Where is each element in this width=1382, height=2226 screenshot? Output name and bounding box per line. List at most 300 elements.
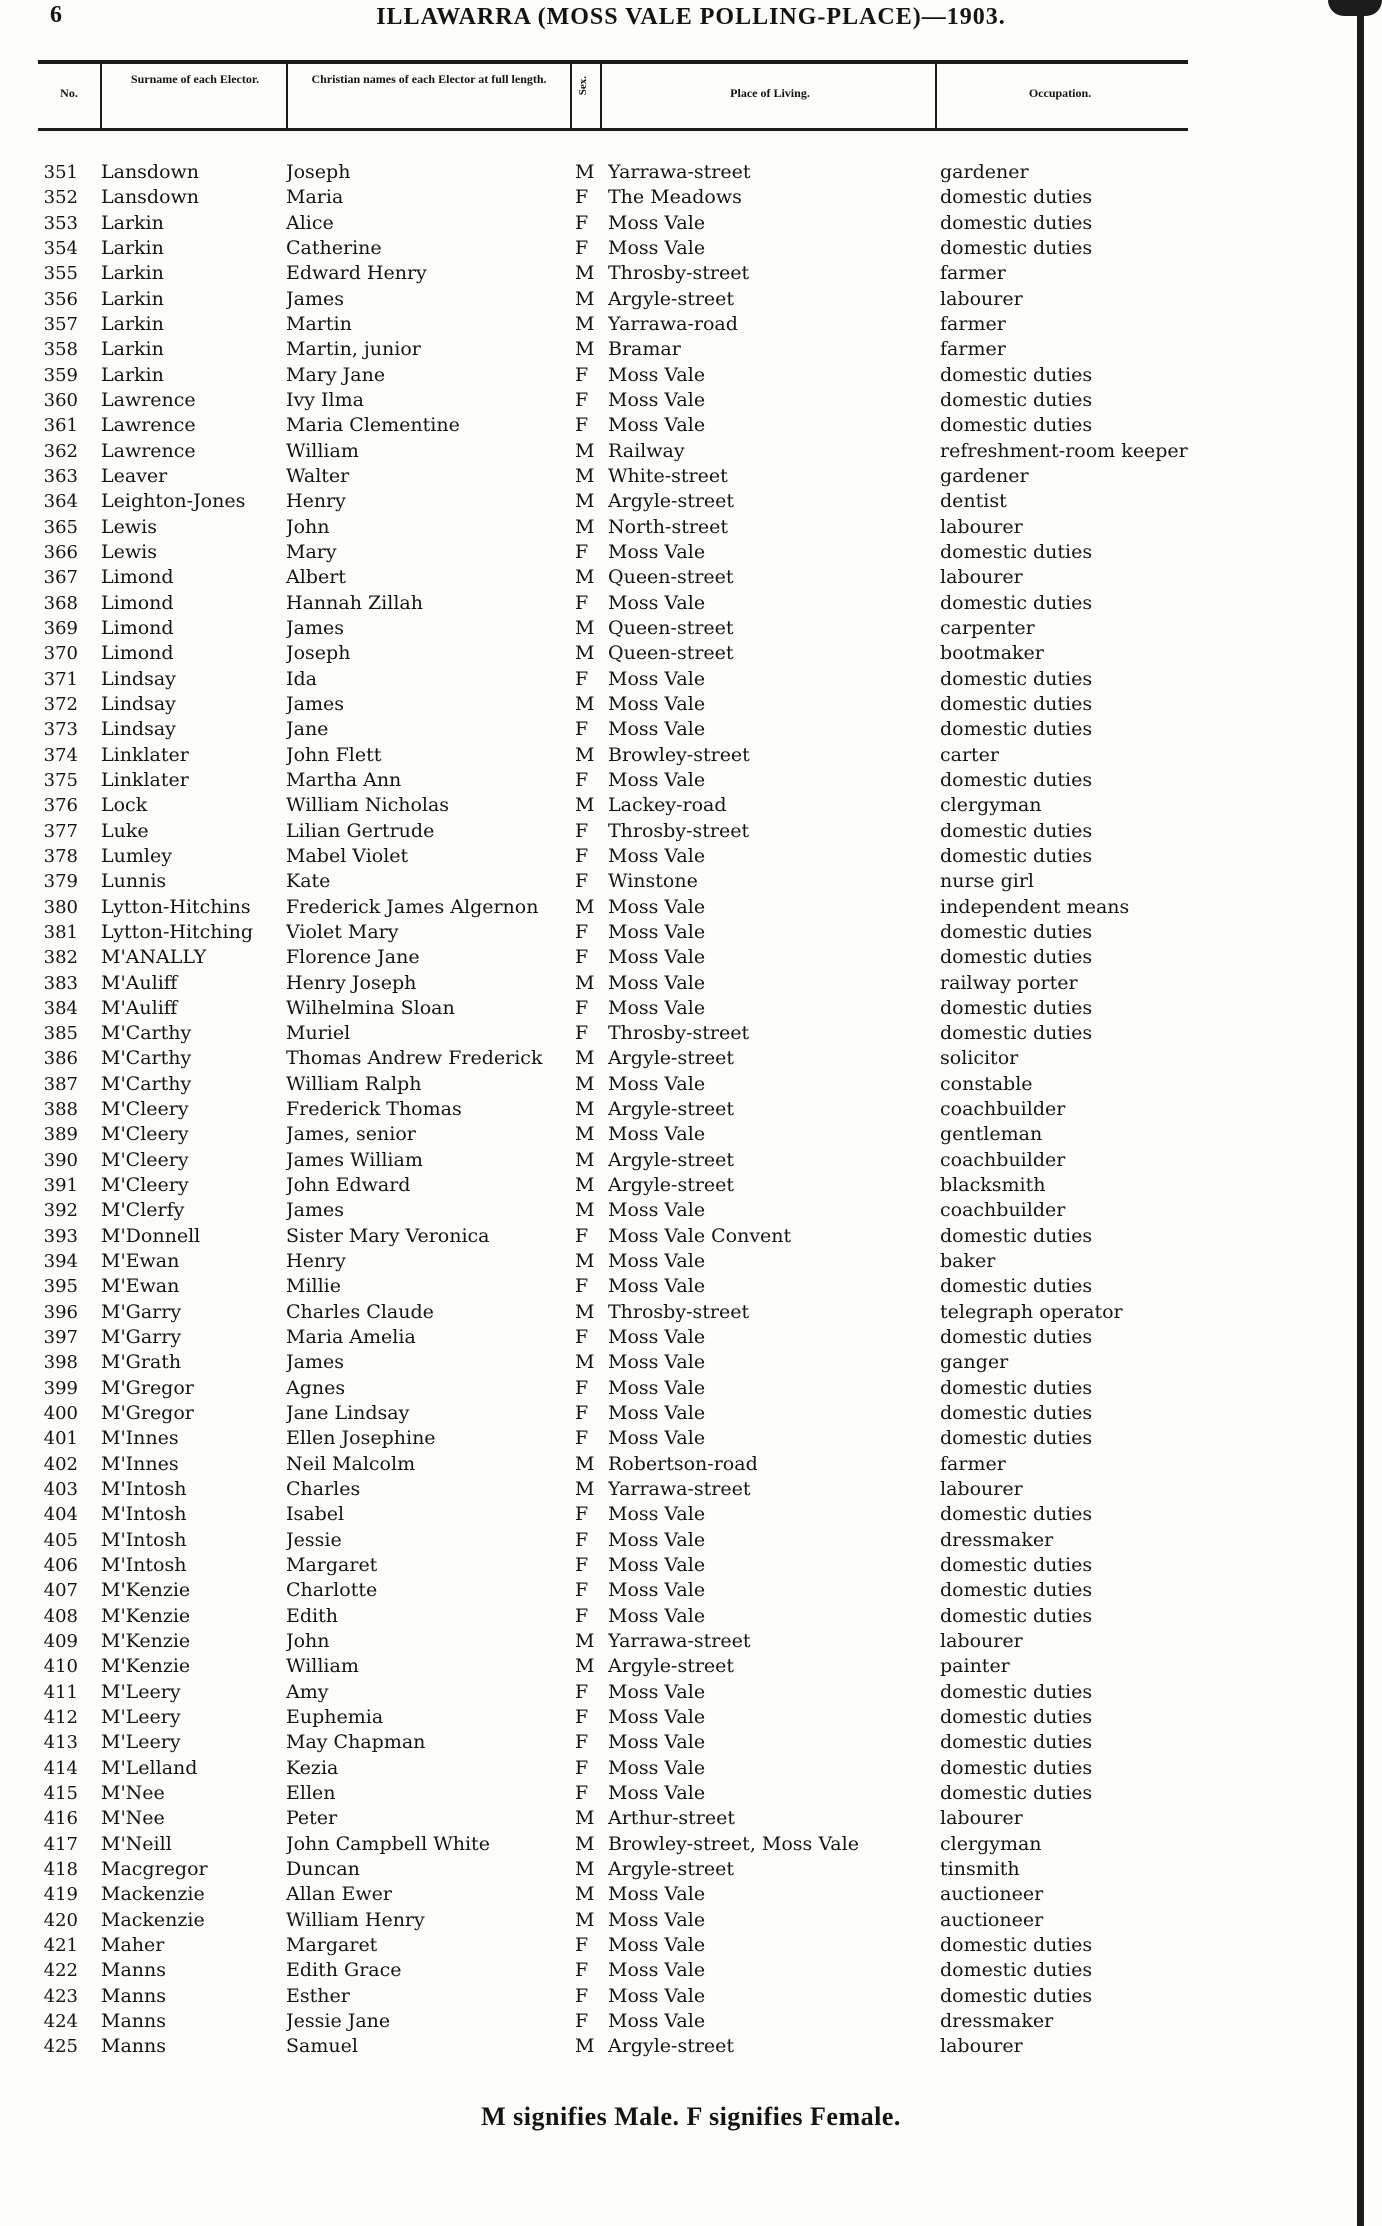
- elector-occupation: domestic duties: [940, 1022, 1093, 1045]
- elector-sex: F: [575, 996, 589, 1019]
- elector-christian-names: Isabel: [286, 1503, 345, 1526]
- elector-occupation: labourer: [940, 287, 1023, 310]
- elector-christian-names: James, senior: [286, 1123, 416, 1146]
- elector-row: [0, 1730, 1382, 1755]
- elector-number: 394: [43, 1251, 78, 1273]
- elector-row: [0, 844, 1382, 869]
- elector-row: [0, 1249, 1382, 1274]
- elector-row: [0, 185, 1382, 210]
- elector-occupation: farmer: [940, 262, 1006, 285]
- elector-surname: M'Ewan: [101, 1250, 180, 1273]
- elector-occupation: labourer: [940, 1630, 1023, 1653]
- elector-christian-names: Margaret: [286, 1933, 378, 1956]
- elector-occupation: gardener: [940, 464, 1029, 487]
- elector-row: [0, 996, 1382, 1021]
- elector-surname: M'Leery: [101, 1706, 181, 1729]
- elector-surname: Mackenzie: [101, 1883, 205, 1906]
- elector-sex: M: [575, 287, 595, 310]
- elector-number: 418: [43, 1858, 78, 1880]
- elector-sex: M: [575, 1452, 595, 1475]
- elector-christian-names: John Flett: [286, 743, 382, 766]
- elector-number: 386: [43, 1048, 78, 1070]
- elector-surname: M'Leery: [101, 1731, 181, 1754]
- elector-occupation: domestic duties: [940, 363, 1093, 386]
- elector-place: Moss Vale: [608, 2009, 706, 2032]
- elector-christian-names: Edward Henry: [286, 262, 427, 285]
- elector-christian-names: Amy: [286, 1680, 329, 1703]
- elector-surname: M'Cleery: [101, 1123, 189, 1146]
- elector-sex: F: [575, 946, 589, 969]
- elector-sex: M: [575, 566, 595, 589]
- column-header-surname: Surname of each Elector.: [130, 72, 260, 86]
- elector-sex: F: [575, 1427, 589, 1450]
- elector-christian-names: Martin, junior: [286, 338, 421, 361]
- elector-sex: F: [575, 718, 589, 741]
- elector-row: [0, 819, 1382, 844]
- elector-row: [0, 211, 1382, 236]
- elector-number: 421: [43, 1934, 78, 1956]
- elector-place: Moss Vale: [608, 1503, 706, 1526]
- elector-sex: M: [575, 312, 595, 335]
- elector-occupation: nurse girl: [940, 870, 1034, 893]
- elector-number: 412: [43, 1707, 78, 1729]
- elector-number: 378: [43, 845, 78, 867]
- elector-christian-names: Edith: [286, 1604, 338, 1627]
- elector-row: [0, 895, 1382, 920]
- elector-surname: Lewis: [101, 540, 157, 563]
- elector-number: 403: [43, 1479, 78, 1501]
- elector-place: Arthur-street: [608, 1807, 736, 1830]
- elector-surname: M'Carthy: [101, 1072, 192, 1095]
- elector-occupation: domestic duties: [940, 718, 1093, 741]
- elector-row: [0, 667, 1382, 692]
- elector-row: [0, 1857, 1382, 1882]
- elector-row: [0, 1528, 1382, 1553]
- elector-surname: Larkin: [101, 262, 164, 285]
- elector-row: [0, 2009, 1382, 2034]
- elector-row: [0, 1502, 1382, 1527]
- elector-christian-names: Charles: [286, 1478, 361, 1501]
- elector-sex: F: [575, 186, 589, 209]
- elector-occupation: solicitor: [940, 1047, 1019, 1070]
- elector-surname: Manns: [101, 1959, 167, 1982]
- elector-surname: M'Kenzie: [101, 1579, 191, 1602]
- elector-sex: M: [575, 1123, 595, 1146]
- elector-sex: M: [575, 1630, 595, 1653]
- elector-row: [0, 1097, 1382, 1122]
- elector-christian-names: May Chapman: [286, 1731, 426, 1754]
- elector-christian-names: Maria Clementine: [286, 414, 460, 437]
- elector-occupation: domestic duties: [940, 1984, 1093, 2007]
- column-divider: [600, 64, 602, 130]
- elector-occupation: labourer: [940, 1478, 1023, 1501]
- column-header-sex: Sex.: [577, 76, 589, 96]
- elector-number: 420: [43, 1909, 78, 1931]
- elector-number: 375: [43, 769, 78, 791]
- elector-row: [0, 1578, 1382, 1603]
- elector-sex: M: [575, 2035, 595, 2058]
- elector-christian-names: Henry: [286, 1250, 346, 1273]
- elector-sex: F: [575, 1680, 589, 1703]
- elector-sex: M: [575, 262, 595, 285]
- elector-place: Argyle-street: [608, 1857, 735, 1880]
- elector-place: Moss Vale: [608, 768, 706, 791]
- elector-number: 400: [43, 1403, 78, 1425]
- elector-christian-names: Samuel: [286, 2035, 358, 2058]
- elector-place: Robertson-road: [608, 1452, 758, 1475]
- elector-row: [0, 261, 1382, 286]
- elector-number: 388: [43, 1099, 78, 1121]
- column-header-occupation: Occupation.: [1028, 86, 1092, 100]
- elector-occupation: domestic duties: [940, 1554, 1093, 1577]
- elector-place: Moss Vale: [608, 1402, 706, 1425]
- elector-surname: Luke: [101, 819, 149, 842]
- elector-number: 406: [43, 1555, 78, 1577]
- electors-list: [0, 160, 1382, 2060]
- elector-place: Moss Vale: [608, 211, 706, 234]
- elector-row: [0, 1300, 1382, 1325]
- elector-sex: F: [575, 1933, 589, 1956]
- elector-row: [0, 1705, 1382, 1730]
- elector-sex: F: [575, 1782, 589, 1804]
- elector-sex: F: [575, 236, 589, 259]
- elector-row: [0, 1604, 1382, 1629]
- elector-surname: M'ANALLY: [101, 946, 207, 969]
- elector-christian-names: Kezia: [286, 1756, 339, 1779]
- elector-christian-names: Ellen Josephine: [286, 1427, 436, 1450]
- elector-sex: M: [575, 1199, 595, 1222]
- elector-occupation: domestic duties: [940, 1427, 1093, 1450]
- elector-occupation: dressmaker: [940, 2009, 1054, 2032]
- elector-sex: M: [575, 1883, 595, 1906]
- elector-christian-names: Mary: [286, 540, 337, 563]
- elector-surname: M'Kenzie: [101, 1630, 191, 1653]
- elector-christian-names: Hannah Zillah: [286, 591, 423, 614]
- elector-number: 366: [43, 541, 78, 563]
- elector-number: 413: [43, 1732, 78, 1754]
- elector-surname: M'Carthy: [101, 1047, 192, 1070]
- elector-row: [0, 540, 1382, 565]
- elector-surname: M'Donnell: [101, 1224, 201, 1247]
- elector-occupation: domestic duties: [940, 1782, 1093, 1804]
- elector-christian-names: Violet Mary: [286, 920, 399, 943]
- elector-occupation: baker: [940, 1250, 996, 1273]
- elector-row: [0, 1756, 1382, 1781]
- elector-surname: M'Intosh: [101, 1478, 187, 1501]
- elector-sex: F: [575, 363, 589, 386]
- elector-occupation: farmer: [940, 338, 1006, 361]
- elector-place: Railway: [608, 439, 685, 462]
- elector-sex: M: [575, 338, 595, 361]
- elector-christian-names: Allan Ewer: [286, 1883, 392, 1906]
- elector-place: Moss Vale: [608, 1376, 706, 1399]
- elector-occupation: refreshment-room keeper: [940, 439, 1188, 462]
- elector-number: 411: [43, 1681, 78, 1703]
- elector-surname: M'Clerfy: [101, 1199, 185, 1222]
- elector-number: 369: [43, 617, 78, 639]
- elector-place: Moss Vale: [608, 1959, 706, 1982]
- elector-surname: Lawrence: [101, 439, 196, 462]
- elector-sex: F: [575, 1528, 589, 1551]
- elector-sex: M: [575, 1250, 595, 1273]
- elector-occupation: coachbuilder: [940, 1199, 1066, 1222]
- elector-christian-names: James William: [286, 1148, 423, 1171]
- elector-occupation: dressmaker: [940, 1528, 1054, 1551]
- elector-occupation: blacksmith: [940, 1174, 1046, 1197]
- elector-occupation: domestic duties: [940, 1326, 1093, 1349]
- elector-sex: F: [575, 844, 589, 867]
- elector-occupation: railway porter: [940, 971, 1078, 994]
- elector-row: [0, 1274, 1382, 1299]
- elector-place: Moss Vale: [608, 540, 706, 563]
- elector-occupation: auctioneer: [940, 1908, 1044, 1931]
- elector-occupation: carpenter: [940, 616, 1035, 639]
- elector-occupation: domestic duties: [940, 1376, 1093, 1399]
- elector-surname: Lumley: [101, 844, 172, 867]
- elector-christian-names: Ellen: [286, 1782, 336, 1804]
- elector-number: 414: [43, 1757, 78, 1779]
- elector-surname: Lindsay: [101, 718, 176, 741]
- elector-surname: Limond: [101, 566, 174, 589]
- elector-place: Argyle-street: [608, 2035, 735, 2058]
- elector-number: 382: [43, 947, 78, 969]
- elector-surname: Manns: [101, 2009, 167, 2032]
- elector-place: Queen-street: [608, 642, 734, 665]
- elector-surname: Lock: [101, 794, 148, 817]
- elector-row: [0, 1072, 1382, 1097]
- elector-occupation: labourer: [940, 566, 1023, 589]
- elector-number: 354: [43, 237, 78, 259]
- elector-sex: M: [575, 490, 595, 513]
- elector-row: [0, 1173, 1382, 1198]
- elector-surname: M'Auliff: [101, 996, 178, 1019]
- elector-sex: F: [575, 1402, 589, 1425]
- elector-christian-names: Neil Malcolm: [286, 1452, 416, 1475]
- elector-place: Moss Vale: [608, 388, 706, 411]
- elector-sex: M: [575, 1351, 595, 1374]
- elector-row: [0, 160, 1382, 185]
- elector-number: 363: [43, 465, 78, 487]
- elector-sex: F: [575, 1604, 589, 1627]
- elector-occupation: painter: [940, 1655, 1010, 1678]
- elector-sex: M: [575, 1478, 595, 1501]
- elector-christian-names: Ida: [286, 667, 317, 690]
- elector-surname: Manns: [101, 1984, 167, 2007]
- elector-surname: M'Cleery: [101, 1174, 189, 1197]
- elector-surname: Linklater: [101, 768, 189, 791]
- elector-christian-names: James: [286, 1199, 344, 1222]
- elector-christian-names: Charles Claude: [286, 1300, 434, 1323]
- elector-christian-names: Thomas Andrew Frederick: [286, 1047, 543, 1070]
- elector-place: Moss Vale: [608, 1528, 706, 1551]
- elector-christian-names: Catherine: [286, 236, 382, 259]
- column-header-place: Place of Living.: [730, 86, 810, 100]
- elector-sex: F: [575, 1579, 589, 1602]
- elector-occupation: domestic duties: [940, 844, 1093, 867]
- elector-place: Moss Vale: [608, 591, 706, 614]
- elector-christian-names: Wilhelmina Sloan: [286, 996, 455, 1019]
- elector-place: Moss Vale: [608, 1250, 706, 1273]
- elector-number: 396: [43, 1301, 78, 1323]
- elector-sex: F: [575, 920, 589, 943]
- elector-number: 353: [43, 212, 78, 234]
- elector-number: 373: [43, 719, 78, 741]
- elector-christian-names: James: [286, 692, 344, 715]
- elector-number: 409: [43, 1631, 78, 1653]
- elector-number: 385: [43, 1023, 78, 1045]
- elector-occupation: domestic duties: [940, 1680, 1093, 1703]
- elector-row: [0, 1122, 1382, 1147]
- elector-place: Throsby-street: [608, 1300, 750, 1323]
- elector-sex: F: [575, 540, 589, 563]
- elector-row: [0, 717, 1382, 742]
- elector-christian-names: Maria Amelia: [286, 1326, 416, 1349]
- elector-occupation: tinsmith: [940, 1857, 1020, 1880]
- elector-occupation: domestic duties: [940, 1579, 1093, 1602]
- elector-occupation: domestic duties: [940, 1933, 1093, 1956]
- elector-surname: M'Cleery: [101, 1148, 189, 1171]
- elector-row: [0, 869, 1382, 894]
- elector-sex: F: [575, 1756, 589, 1779]
- elector-row: [0, 1882, 1382, 1907]
- table-header-bottom-rule: [38, 128, 1188, 131]
- elector-place: Moss Vale: [608, 414, 706, 437]
- elector-occupation: domestic duties: [940, 819, 1093, 842]
- column-divider: [100, 64, 102, 130]
- elector-place: Moss Vale: [608, 920, 706, 943]
- elector-number: 408: [43, 1605, 78, 1627]
- elector-sex: F: [575, 1706, 589, 1729]
- elector-place: Moss Vale: [608, 1908, 706, 1931]
- elector-occupation: domestic duties: [940, 1224, 1093, 1247]
- elector-sex: F: [575, 1731, 589, 1754]
- elector-surname: Lansdown: [101, 161, 200, 183]
- elector-sex: F: [575, 1022, 589, 1045]
- elector-surname: M'Kenzie: [101, 1655, 191, 1678]
- elector-occupation: bootmaker: [940, 642, 1044, 665]
- elector-number: 351: [43, 162, 78, 183]
- elector-number: 356: [43, 288, 78, 310]
- elector-surname: Lytton-Hitchins: [101, 895, 251, 918]
- elector-place: Moss Vale: [608, 844, 706, 867]
- elector-place: Moss Vale: [608, 895, 706, 918]
- elector-number: 402: [43, 1453, 78, 1475]
- elector-place: Moss Vale: [608, 1984, 706, 2007]
- page-header: ILLAWARRA (MOSS VALE POLLING-PLACE)—1903.: [376, 4, 1006, 30]
- sex-legend: M signifies Male. F signifies Female.: [481, 2102, 901, 2131]
- elector-number: 357: [43, 313, 78, 335]
- elector-place: Throsby-street: [608, 819, 750, 842]
- elector-place: Argyle-street: [608, 1174, 735, 1197]
- elector-place: Moss Vale: [608, 1072, 706, 1095]
- elector-row: [0, 1477, 1382, 1502]
- elector-christian-names: Maria: [286, 186, 344, 209]
- margin-ink-blot: [1328, 0, 1382, 16]
- elector-row: [0, 692, 1382, 717]
- elector-sex: M: [575, 1655, 595, 1678]
- elector-christian-names: Charlotte: [286, 1579, 378, 1602]
- elector-place: Argyle-street: [608, 1047, 735, 1070]
- elector-place: Moss Vale: [608, 1933, 706, 1956]
- elector-sex: F: [575, 768, 589, 791]
- elector-surname: M'Nee: [101, 1782, 165, 1804]
- elector-occupation: domestic duties: [940, 946, 1093, 969]
- elector-place: Queen-street: [608, 566, 734, 589]
- elector-place: Moss Vale: [608, 1275, 706, 1298]
- elector-row: [0, 591, 1382, 616]
- elector-place: Moss Vale: [608, 1706, 706, 1729]
- elector-sex: M: [575, 1072, 595, 1095]
- elector-sex: F: [575, 1959, 589, 1982]
- elector-row: [0, 1350, 1382, 1375]
- elector-surname: Larkin: [101, 312, 164, 335]
- elector-christian-names: Millie: [286, 1275, 342, 1298]
- elector-christian-names: Euphemia: [286, 1706, 384, 1729]
- elector-occupation: domestic duties: [940, 1402, 1093, 1425]
- elector-occupation: domestic duties: [940, 540, 1093, 563]
- elector-number: 374: [43, 744, 78, 766]
- elector-christian-names: John Edward: [286, 1174, 411, 1197]
- elector-christian-names: Mabel Violet: [286, 844, 409, 867]
- elector-surname: M'Auliff: [101, 971, 178, 994]
- elector-row: [0, 971, 1382, 996]
- table-header-top-rule: [38, 60, 1188, 64]
- elector-row: [0, 945, 1382, 970]
- elector-occupation: telegraph operator: [940, 1300, 1123, 1323]
- elector-row: [0, 515, 1382, 540]
- elector-sex: F: [575, 211, 589, 234]
- elector-occupation: domestic duties: [940, 591, 1093, 614]
- elector-surname: Larkin: [101, 211, 164, 234]
- elector-christian-names: Frederick Thomas: [286, 1098, 462, 1121]
- elector-occupation: labourer: [940, 515, 1023, 538]
- elector-occupation: farmer: [940, 1452, 1006, 1475]
- elector-christian-names: Edith Grace: [286, 1959, 402, 1982]
- elector-row: [0, 1832, 1382, 1857]
- elector-surname: Leaver: [101, 464, 168, 487]
- elector-occupation: domestic duties: [940, 388, 1093, 411]
- elector-christian-names: Jessie Jane: [286, 2009, 391, 2032]
- elector-christian-names: Jessie: [286, 1528, 342, 1551]
- elector-row: [0, 1680, 1382, 1705]
- elector-occupation: domestic duties: [940, 996, 1093, 1019]
- elector-number: 370: [43, 643, 78, 665]
- elector-row: [0, 388, 1382, 413]
- elector-place: White-street: [608, 464, 728, 487]
- elector-row: [0, 641, 1382, 666]
- elector-number: 367: [43, 567, 78, 589]
- elector-surname: Larkin: [101, 363, 164, 386]
- elector-number: 424: [43, 2010, 78, 2032]
- elector-christian-names: Albert: [286, 566, 346, 589]
- elector-christian-names: James: [286, 616, 344, 639]
- elector-sex: F: [575, 2009, 589, 2032]
- elector-occupation: domestic duties: [940, 1731, 1093, 1754]
- elector-number: 355: [43, 263, 78, 285]
- elector-place: Moss Vale: [608, 1326, 706, 1349]
- elector-number: 398: [43, 1352, 78, 1374]
- elector-christian-names: William: [286, 439, 359, 462]
- elector-row: [0, 287, 1382, 312]
- elector-surname: Leighton-Jones: [101, 490, 246, 513]
- elector-christian-names: Mary Jane: [286, 363, 386, 386]
- elector-number: 423: [43, 1985, 78, 2007]
- elector-row: [0, 793, 1382, 818]
- elector-christian-names: Henry: [286, 490, 346, 513]
- elector-occupation: independent means: [940, 895, 1130, 918]
- elector-occupation: domestic duties: [940, 186, 1093, 209]
- elector-christian-names: William Nicholas: [286, 794, 450, 817]
